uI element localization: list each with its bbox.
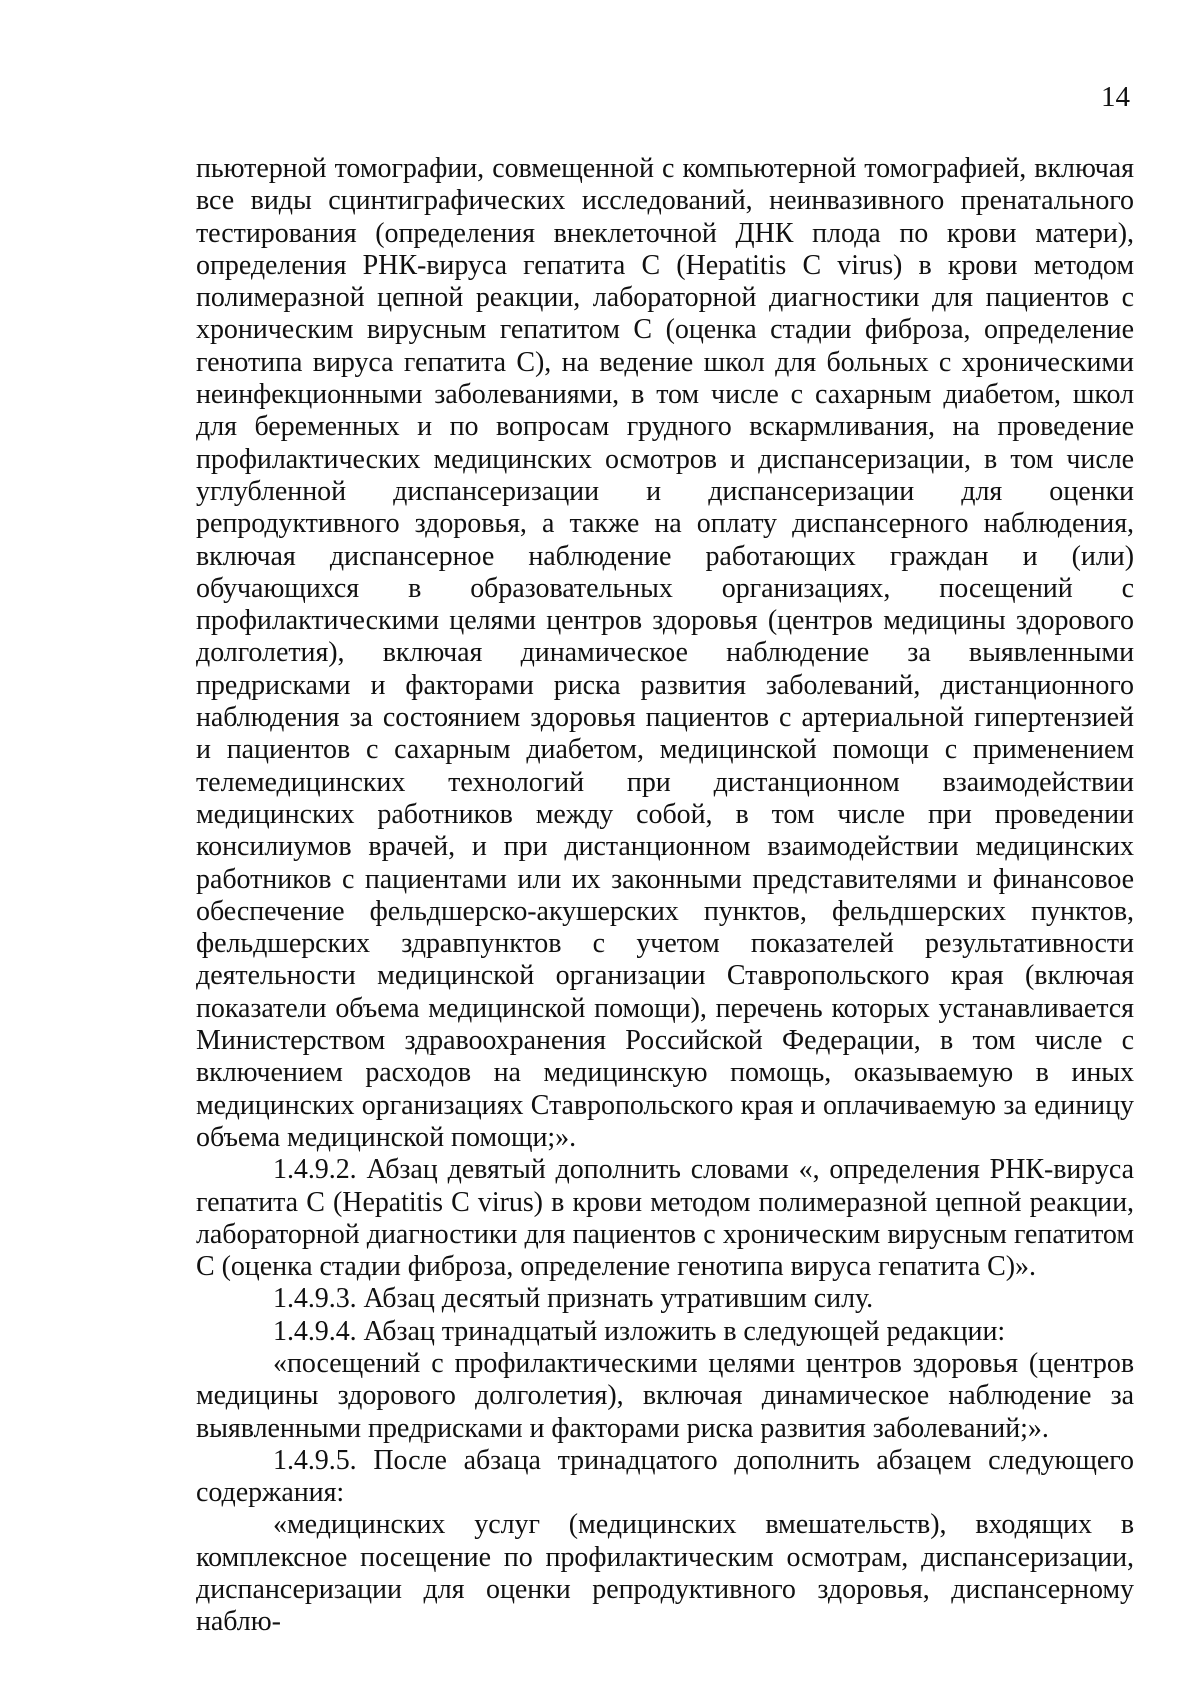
- paragraph-1-4-9-4: 1.4.9.4. Абзац тринадцатый изложить в следующей редакции:: [273, 1315, 1006, 1347]
- paragraph-1-4-9-5: 1.4.9.5. После абзаца тринадцатого дополнить абзацем следующего содержания:: [196, 1444, 1134, 1509]
- paragraph-1-4-9-3: 1.4.9.3. Абзац десятый признать утратившим силу.: [273, 1283, 874, 1315]
- page-number: 14: [1101, 81, 1130, 113]
- document-body: [196, 153, 1134, 1639]
- paragraph-1-4-9-4-quote: «посещений с профилактическими целями центров здоровья (центров медицины здорового долголетия), включая динамическое наблюдение за выявленными предрисками и факторами риска развития заболеваний;».: [196, 1347, 1134, 1444]
- paragraph-1-4-9-5-quote: «медицинских услуг (медицинских вмешательств), входящих в комплексное посещение по профилактическим осмотрам, диспансеризации, диспансеризации для оценки репродуктивного здоровья, диспансерному наблю-: [196, 1509, 1134, 1638]
- paragraph-continuation: пьютерной томографии, совмещенной с компьютерной томографией, включая все виды сцинтиграфических исследований, неинвазивного пренатального тестирования (определения внеклеточной ДНК плода по крови матери), определения РНК-вируса гепатита С (Hepatitis C virus) в крови методом полимеразной цепной реакции, лабораторной диагностики для пациентов с хроническим вирусным гепатитом С (оценка стадии фиброза, определение генотипа вируса гепатита С), на ведение школ для больных с хроническими неинфекционными заболеваниями, в том числе с сахарным диабетом, школ для беременных и по вопросам грудного вскармливания, на проведение профилактических медицинских осмотров и диспансеризации, в том числе углубленной диспансеризации и диспансеризации для оценки репродуктивного здоровья, а также на оплату диспансерного наблюдения, включая диспансерное наблюдение работающих граждан и (или) обучающихся в образовательных организациях, посещений с профилактическими целями центров здоровья (центров медицины здорового долголетия), включая динамическое наблюдение за выявленными предрисками и факторами риска развития заболеваний, дистанционного наблюдения за состоянием здоровья пациентов с артериальной гипертензией и пациентов с сахарным диабетом, медицинской помощи с применением телемедицинских технологий при дистанционном взаимодействии медицинских работников между собой, в том числе при проведении консилиумов врачей, и при дистанционном взаимодействии медицинских работников с пациентами или их законными представителями и финансовое обеспечение фельдшерско-акушерских пунктов, фельдшерских пунктов, фельдшерских здравпунктов с учетом показателей результативности деятельности медицинской организации Ставропольского края (включая показатели объема медицинской помощи), перечень которых устанавливается Министерством здравоохранения Российской Федерации, в том числе с включением расходов на медицинскую помощь, оказываемую в иных медицинских организациях Ставропольского края и оплачиваемую за единицу объема медицинской помощи;».: [196, 153, 1134, 1153]
- paragraph-1-4-9-2: 1.4.9.2. Абзац девятый дополнить словами «, определения РНК-вируса гепатита С (Hepatitis C virus) в крови методом полимеразной цепной реакции, лабораторной диагностики для пациентов с хроническим вирусным гепатитом С (оценка стадии фиброза, определение генотипа вируса гепатита С)».: [196, 1154, 1134, 1283]
